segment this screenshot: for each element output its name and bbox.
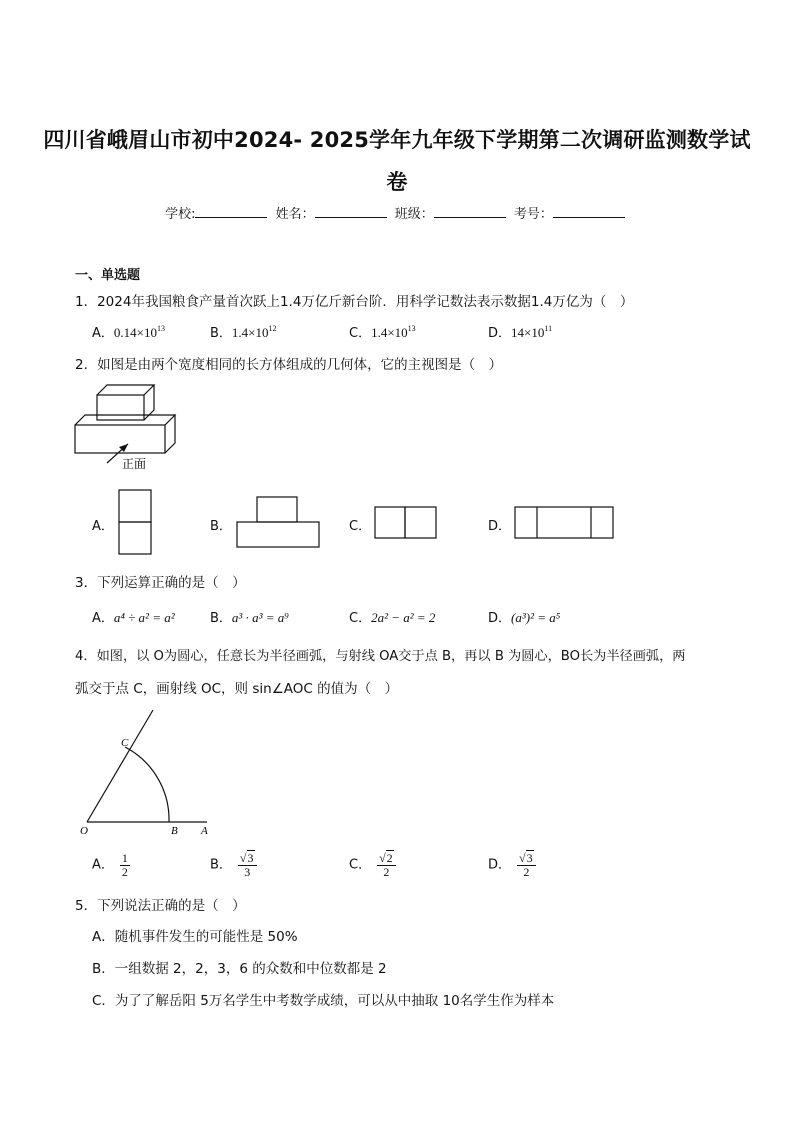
- q2-stem: 2．如图是由两个宽度相同的长方体组成的几何体，它的主视图是（ ）: [75, 357, 503, 373]
- q4-construction-figure: [75, 704, 220, 839]
- student-info-line: [0, 203, 794, 222]
- class-label: 班级：: [394, 207, 434, 222]
- q2-option-c-label[interactable]: C．: [349, 519, 372, 534]
- exam-no-label: 考号：: [513, 207, 553, 222]
- q5-option-c[interactable]: C．为了了解岳阳 5万名学生中考数学成绩，可以从中抽取 10名学生作为样本: [92, 993, 555, 1009]
- q2-option-d-label[interactable]: D．: [488, 519, 512, 534]
- q4-option-b[interactable]: B． $\frac{√3}{3}$: [210, 852, 257, 879]
- q3-option-c[interactable]: C．2a² − a² = 2: [349, 610, 436, 626]
- q2-option-c-figure[interactable]: [373, 505, 439, 541]
- q2-option-b-figure[interactable]: [235, 495, 323, 551]
- school-blank[interactable]: [195, 205, 267, 218]
- q3-option-b[interactable]: B．a³ · a³ = a⁹: [210, 610, 289, 626]
- q2-option-a-label[interactable]: A．: [92, 519, 114, 534]
- q1-option-b[interactable]: B．$1.4\times 10^{12}$: [210, 324, 277, 341]
- exam-no-blank[interactable]: [553, 205, 625, 218]
- q5-option-b[interactable]: B．一组数据 2，2，3，6 的众数和中位数都是 2: [92, 961, 387, 977]
- q4-stem-line1: 4．如图，以 O为圆心，任意长为半径画弧，与射线 OA交于点 B，再以 B 为圆心，BO长为半径画弧，两: [75, 649, 686, 664]
- page-title-line2: 卷: [386, 170, 408, 194]
- arc-from-b: [125, 747, 169, 822]
- front-label: 正面: [122, 457, 147, 471]
- q4-option-d[interactable]: D． $\frac{√3}{2}$: [488, 852, 536, 879]
- point-c-label: C: [121, 737, 129, 749]
- q4-option-a[interactable]: A． $\frac{1}{2}$: [92, 851, 128, 880]
- point-a-label: A: [201, 825, 208, 837]
- q3-stem: 3．下列运算正确的是（ ）: [75, 575, 246, 591]
- point-o-label: O: [80, 825, 88, 837]
- point-b-label: B: [171, 825, 178, 837]
- page-title-line1: 四川省峨眉山市初中2024- 2025学年九年级下学期第二次调研监测数学试: [43, 128, 751, 152]
- q2-option-b-label[interactable]: B．: [210, 519, 232, 534]
- q3-option-d[interactable]: D．(a³)² = a⁵: [488, 610, 561, 626]
- q1-option-a[interactable]: A．$0.14\times 10^{13}$: [92, 324, 165, 341]
- q1-stem: 1．2024年我国粮食产量首次跃上1.4万亿斤新台阶．用科学记数法表示数据1.4万亿为（ ）: [75, 294, 634, 310]
- q2-option-a-figure[interactable]: [117, 488, 153, 556]
- q1-option-c[interactable]: C．$1.4\times 10^{13}$: [349, 324, 416, 341]
- section-heading: 一、单选题: [75, 268, 141, 283]
- q2-option-d-figure[interactable]: [513, 505, 617, 541]
- q1-option-d[interactable]: D．$14\times 10^{11}$: [488, 324, 553, 341]
- class-blank[interactable]: [434, 205, 506, 218]
- name-label: 姓名：: [275, 207, 315, 222]
- ray-oc: [87, 710, 153, 822]
- q4-option-c[interactable]: C． $\frac{√2}{2}$: [349, 852, 396, 879]
- q4-stem-line2: 弧交于点 C，画射线 OC，则 sin∠AOC 的值为（ ）: [75, 681, 399, 697]
- q2-solid-figure: [70, 380, 190, 475]
- q5-option-a[interactable]: A．随机事件发生的可能性是 50%: [92, 929, 298, 945]
- q3-option-a[interactable]: A．a⁴ ÷ a² = a²: [92, 610, 175, 626]
- q5-stem: 5．下列说法正确的是（ ）: [75, 898, 246, 914]
- name-blank[interactable]: [315, 205, 387, 218]
- school-label: 学校:: [165, 207, 196, 222]
